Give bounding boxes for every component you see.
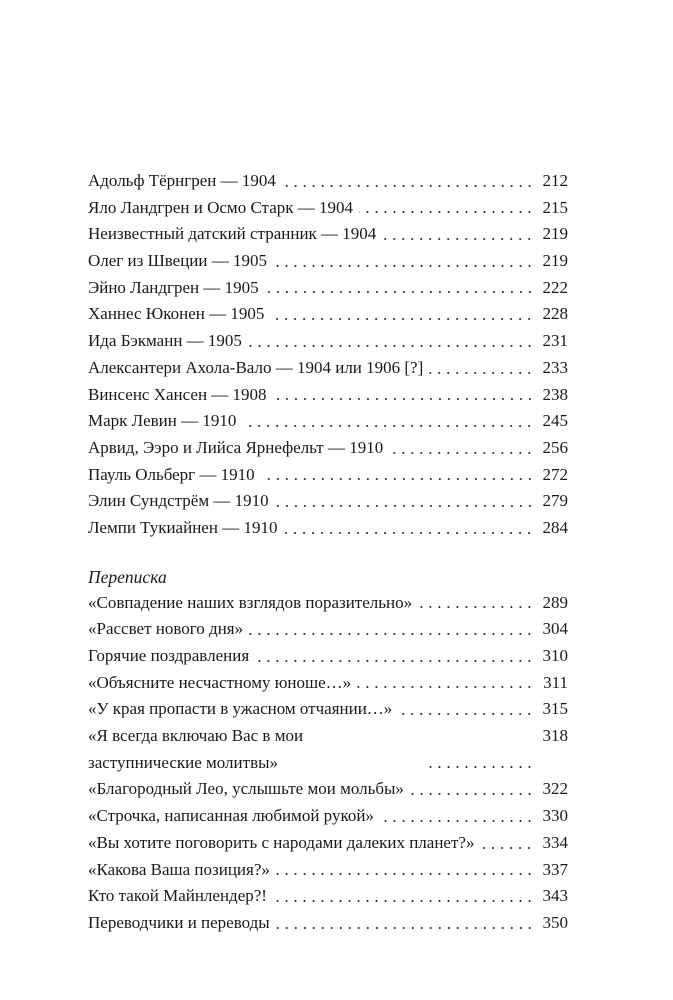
dot-leader (359, 210, 534, 214)
toc-entry-page: 228 (542, 304, 568, 324)
dot-leader (273, 899, 534, 903)
toc-entry-title: «Совпадение наших взглядов поразительно» (88, 592, 413, 612)
toc-entry-page: 310 (542, 646, 568, 665)
toc-entry-title: Элин Сундстрём — 1910 (88, 491, 269, 511)
toc-entry (88, 830, 568, 857)
toc-entry-title: Марк Левин — 1910 (88, 411, 237, 431)
dot-leader (255, 659, 534, 663)
toc-entry (88, 221, 568, 248)
toc-entry (88, 515, 568, 542)
toc-entry-page: 219 (542, 224, 568, 244)
toc-entry (88, 616, 568, 643)
toc-entry (88, 910, 568, 937)
toc-entry-title: «Рассвет нового дня» (88, 619, 244, 639)
toc-entry-title: «Я всегда включаю Вас в мои заступнические молитвы» (88, 726, 304, 772)
toc-entry (88, 328, 568, 355)
toc-entry-title: Ханнес Юконен — 1905 (88, 304, 265, 324)
toc-entry-title: «Благородный Лео, услышьте мои мольбы» (88, 779, 404, 799)
toc-entry (88, 462, 568, 489)
toc-entry-title: Горячие поздравления (88, 646, 250, 665)
toc-entry-title: Винсенс Хансен — 1908 (88, 384, 267, 404)
dot-leader (270, 317, 534, 321)
dot-leader (418, 605, 534, 609)
toc-entry-page: 322 (542, 779, 568, 799)
toc-entry (88, 435, 568, 462)
dot-leader (398, 712, 534, 716)
toc-entry (88, 195, 568, 222)
toc-entry (88, 408, 568, 435)
toc-entry-page: 311 (543, 672, 568, 692)
toc-entry (88, 857, 568, 884)
dot-leader (265, 290, 534, 294)
toc-entry (88, 301, 568, 328)
toc-entry-page: 212 (542, 171, 568, 190)
toc-entry-page: 245 (542, 411, 568, 431)
toc-entry-title: Олег из Швеции — 1905 (88, 251, 268, 271)
toc-entry (88, 670, 568, 697)
toc-entry-page: 222 (542, 277, 568, 297)
dot-leader (242, 424, 534, 428)
toc-entry-title: Кто такой Майнлендер?! (88, 886, 267, 906)
toc-entry-title: «Какова Ваша позиция?» (88, 859, 270, 879)
toc-entry-page: 337 (542, 859, 568, 879)
dot-leader (273, 264, 534, 268)
toc-entry (88, 883, 568, 910)
toc-entry-page: 272 (542, 464, 568, 484)
toc-entry-page: 231 (542, 331, 568, 351)
toc-entry-title: Яло Ландгрен и Осмо Старк — 1904 (88, 197, 353, 217)
toc-entry-page: 343 (542, 886, 568, 906)
toc-list-top (88, 168, 568, 542)
toc-entry-title: Лемпи Тукиайнен — 1910 (88, 517, 278, 537)
toc-entry-page: 256 (542, 437, 568, 457)
toc-entry-page: 318 (542, 726, 568, 746)
dot-leader (276, 872, 534, 876)
toc-entry-page: 350 (542, 912, 568, 932)
dot-leader (273, 397, 534, 401)
toc-entry-title: «Вы хотите поговорить с народами далеких планет?» (88, 832, 475, 852)
dot-leader (410, 792, 534, 796)
toc-entry (88, 355, 568, 382)
dot-leader (275, 504, 534, 508)
dot-leader (282, 184, 534, 188)
toc-entry-page: 284 (542, 517, 568, 537)
section-heading: Переписка (88, 566, 167, 587)
dot-leader (249, 632, 534, 636)
dot-leader (248, 344, 534, 348)
dot-leader (429, 371, 534, 375)
dot-leader (357, 685, 534, 689)
toc-entry-page: 233 (542, 357, 568, 377)
toc-entry-title: Арвид, Ээро и Лийса Ярнефельт — 1910 (88, 437, 384, 457)
dot-leader (261, 477, 534, 481)
toc-entry (88, 696, 568, 723)
toc-entry-title: Алексантери Ахола-Вало — 1904 или 1906 [?] (88, 357, 424, 377)
toc-entry-title: «Объясните несчастному юноше…» (88, 672, 352, 692)
dot-leader (380, 819, 534, 823)
toc-entry (88, 776, 568, 803)
dot-leader (480, 846, 534, 850)
dot-leader (283, 531, 534, 535)
toc-entry-page: 315 (542, 699, 568, 719)
toc-entry (88, 590, 568, 617)
toc-entry-page: 238 (542, 384, 568, 404)
toc-entry-page: 289 (542, 592, 568, 612)
toc-entry-page: 304 (542, 619, 568, 639)
toc-entry-title: Пауль Ольберг — 1910 (88, 464, 255, 484)
dot-leader (276, 926, 534, 930)
toc-entry-title: «У края пропасти в ужасном отчаянии…» (88, 699, 393, 719)
dot-leader (382, 237, 534, 241)
toc-entry-page: 219 (542, 251, 568, 271)
toc-entry (88, 488, 568, 515)
toc-entry-page: 215 (542, 197, 568, 217)
toc-entry-page: 334 (542, 832, 568, 852)
toc-entry-title: Переводчики и переводы (88, 912, 270, 932)
toc-entry-title: Адольф Тёрнгрен — 1904 (88, 171, 276, 190)
dot-leader (424, 765, 534, 769)
toc-entry-page: 330 (542, 806, 568, 826)
toc-entry (88, 723, 568, 776)
toc-entry (88, 382, 568, 409)
toc-entry (88, 275, 568, 302)
toc-entry (88, 643, 568, 670)
dot-leader (389, 451, 534, 455)
toc-entry (88, 248, 568, 275)
toc-entry-title: Ида Бэкманн — 1905 (88, 331, 242, 351)
table-of-contents (88, 168, 568, 937)
toc-entry (88, 168, 568, 195)
toc-entry (88, 803, 568, 830)
toc-entry-title: «Строчка, написанная любимой рукой» (88, 806, 374, 826)
toc-entry-title: Неизвестный датский странник — 1904 (88, 224, 377, 244)
toc-list-section (88, 590, 568, 937)
toc-entry-page: 279 (542, 491, 568, 511)
toc-entry-title: Эйно Ландгрен — 1905 (88, 277, 259, 297)
